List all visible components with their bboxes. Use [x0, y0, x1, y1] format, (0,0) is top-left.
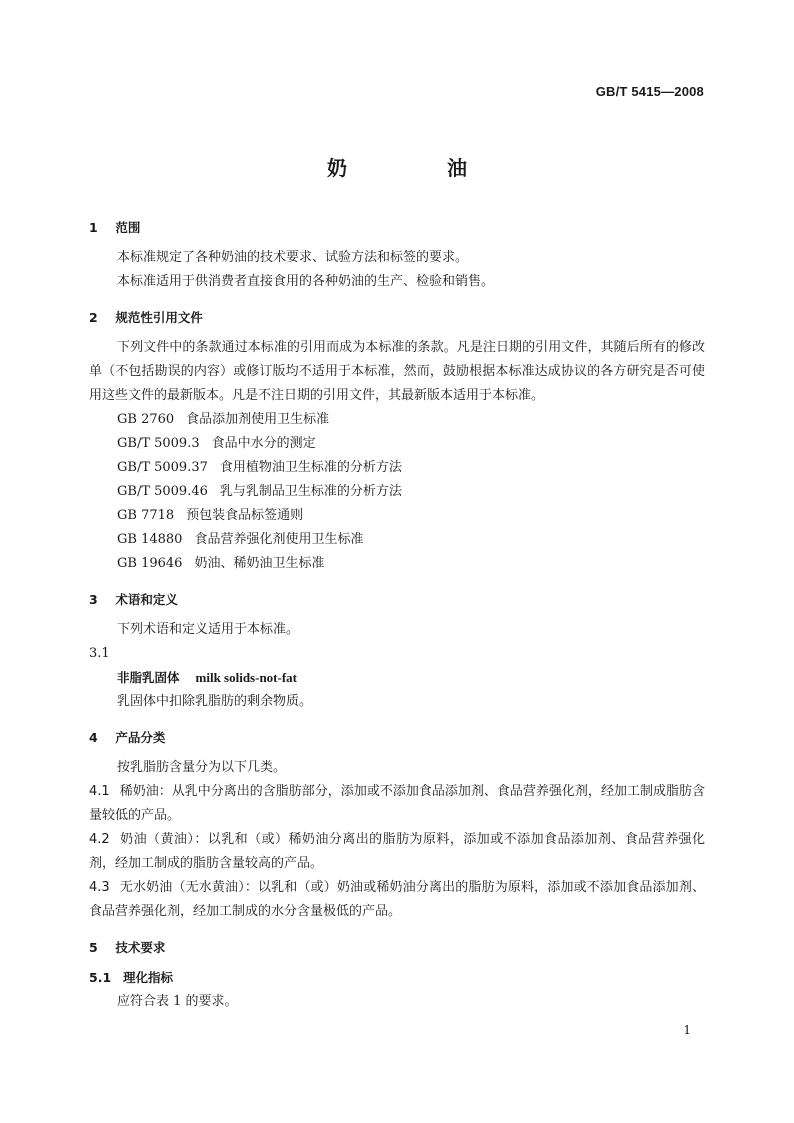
- clause-item: 4.1 稀奶油：从乳中分离出的含脂肪部分，添加或不添加食品添加剂、食品营养强化剂，经加工制成脂肪含量较低的产品。: [89, 784, 705, 823]
- reference-item: GB 19646 奶油、稀奶油卫生标准: [117, 556, 325, 571]
- reference-item: GB/T 5009.37 食用植物油卫生标准的分析方法: [117, 460, 402, 475]
- section-heading-5: 5 技术要求: [89, 940, 166, 955]
- section-heading-2: 2 规范性引用文件: [89, 310, 203, 325]
- term-entry: 非脂乳固体 milk solids-not-fat: [117, 670, 297, 685]
- paragraph: 下列术语和定义适用于本标准。: [117, 622, 300, 637]
- standard-number: GB/T 5415—2008: [595, 84, 704, 99]
- term-definition: 乳固体中扣除乳脂肪的剩余物质。: [117, 694, 313, 709]
- term-number: 3.1: [89, 646, 110, 661]
- section-heading-3: 3 术语和定义: [89, 592, 178, 607]
- subsection-heading: 5.1 理化指标: [89, 970, 174, 985]
- paragraph: 下列文件中的条款通过本标准的引用而成为本标准的条款。凡是注日期的引用文件，其随后所有的修改单（不包括勘误的内容）或修订版均不适用于本标准，然而，鼓励根据本标准达成协议的各方研究是否可使用这些文件的最新版本。凡是不注日期的引用文件，其最新版本适用于本标准。: [89, 340, 705, 403]
- reference-item: GB 2760 食品添加剂使用卫生标准: [117, 412, 330, 427]
- reference-item: GB/T 5009.3 食品中水分的测定: [117, 436, 316, 451]
- page-number: 1: [683, 1023, 691, 1037]
- paragraph: 本标准规定了各种奶油的技术要求、试验方法和标签的要求。: [117, 250, 469, 265]
- paragraph: 按乳脂肪含量分为以下几类。: [117, 760, 287, 775]
- paragraph: 本标准适用于供消费者直接食用的各种奶油的生产、检验和销售。: [117, 274, 495, 289]
- page-title: 奶 油: [327, 156, 507, 180]
- section-heading-1: 1 范围: [89, 220, 141, 235]
- document-body: [89, 216, 705, 1014]
- reference-item: GB 14880 食品营养强化剂使用卫生标准: [117, 532, 364, 547]
- clause-item: 4.3 无水奶油（无水黄油）：以乳和（或）奶油或稀奶油分离出的脂肪为原料，添加或不添加食品添加剂、食品营养强化剂，经加工制成的水分含量极低的产品。: [89, 880, 705, 919]
- reference-item: GB 7718 预包装食品标签通则: [117, 508, 304, 523]
- section-heading-4: 4 产品分类: [89, 730, 166, 745]
- reference-item: GB/T 5009.46 乳与乳制品卫生标准的分析方法: [117, 484, 402, 499]
- clause-item: 4.2 奶油（黄油）：以乳和（或）稀奶油分离出的脂肪为原料，添加或不添加食品添加剂、食品营养强化剂，经加工制成的脂肪含量较高的产品。: [89, 832, 705, 871]
- paragraph: 应符合表 1 的要求。: [117, 994, 238, 1009]
